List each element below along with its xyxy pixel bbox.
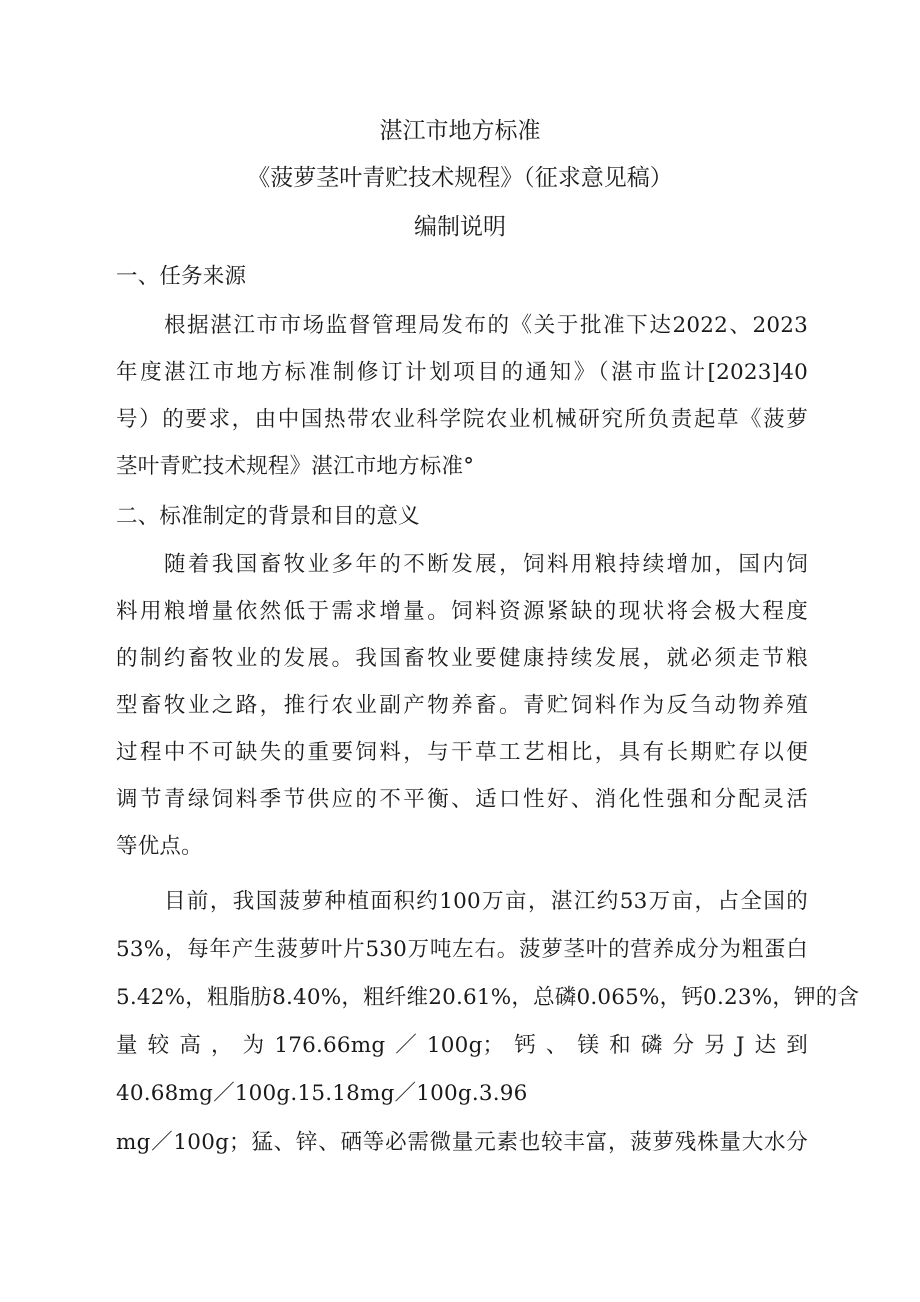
paragraph-line: 号）的要求，由中国热带农业科学院农业机械研究所负责起草《菠萝 — [116, 407, 808, 432]
section-heading-task-source: 一、任务来源 — [116, 264, 247, 289]
paragraph-line: 调节青绿饲料季节供应的不平衡、适口性好、消化性强和分配灵活 — [116, 787, 808, 812]
paragraph-line: 5.42%，粗脂肪8.40%，粗纤维20.61%，总磷0.065%，钙0.23%，钾的含 — [116, 985, 860, 1010]
paragraph-line: 量较高，为176.66mg／100g；钙、镁和磷分另J达到 — [116, 1033, 808, 1058]
document-title-line-2: 《菠萝茎叶青贮技术规程》（征求意见稿） — [247, 165, 673, 191]
paragraph-line: 根据湛江市市场监督管理局发布的《关于批准下达2022、2023 — [164, 313, 808, 338]
paragraph-line: 茎叶青贮技术规程》湛江市地方标准° — [116, 454, 475, 479]
paragraph-line: 目前，我国菠萝种植面积约100万亩，湛江约53万亩，占全国的 — [164, 889, 808, 914]
paragraph-line: 过程中不可缺失的重要饲料，与干草工艺相比，具有长期贮存以便 — [116, 740, 808, 765]
paragraph-line: 年度湛江市地方标准制修订计划项目的通知》（湛市监计[2023]40 — [116, 360, 808, 385]
paragraph-line: 随着我国畜牧业多年的不断发展，饲料用粮持续增加，国内饲 — [164, 552, 808, 577]
paragraph-line: 料用粮增量依然低于需求增量。饲料资源紧缺的现状将会极大程度 — [116, 599, 808, 624]
section-heading-background: 二、标准制定的背景和目的意义 — [116, 504, 420, 529]
document-title-line-1: 湛江市地方标准 — [379, 118, 541, 144]
paragraph-line: 型畜牧业之路，推行农业副产物养畜。青贮饲料作为反刍动物养殖 — [116, 693, 808, 718]
paragraph-line: 等优点。 — [116, 834, 203, 859]
paragraph-line: 40.68mg／100g.15.18mg／100g.3.96 — [116, 1081, 528, 1106]
paragraph-line: mg／100g；猛、锌、硒等必需微量元素也较丰富，菠萝残株量大水分 — [116, 1130, 808, 1155]
paragraph-line: 53%，每年产生菠萝叶片530万吨左右。菠萝茎叶的营养成分为粗蛋白 — [116, 937, 808, 962]
paragraph-line: 的制约畜牧业的发展。我国畜牧业要健康持续发展，就必须走节粮 — [116, 646, 808, 671]
document-title-line-3: 编制说明 — [414, 214, 506, 240]
